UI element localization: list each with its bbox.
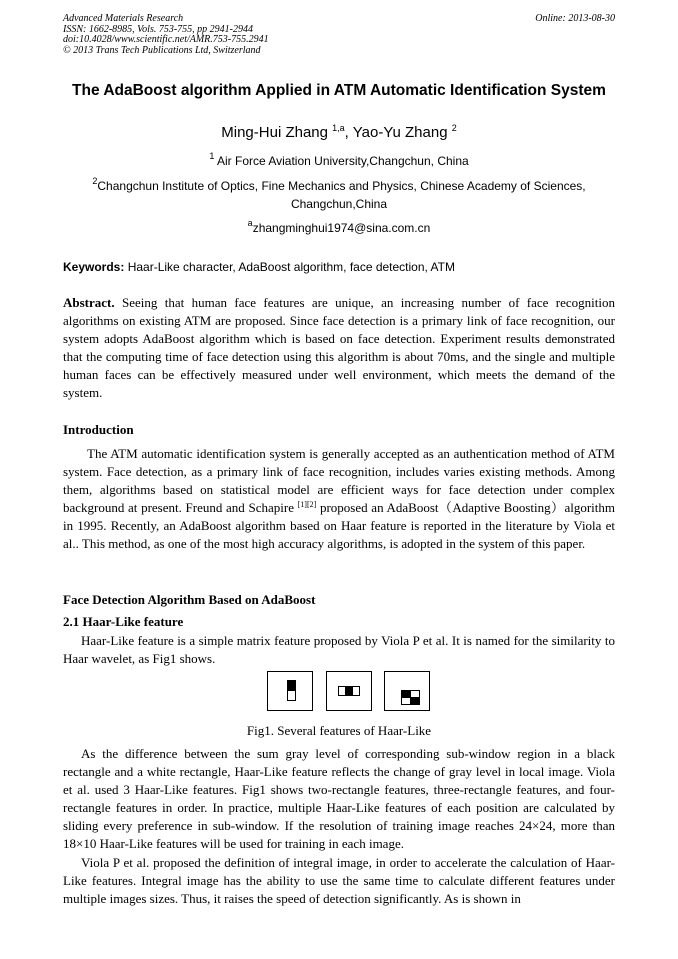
paper-title: The AdaBoost algorithm Applied in ATM Automatic Identification System	[72, 82, 606, 99]
keywords	[63, 259, 615, 275]
white-rectangle	[287, 690, 296, 701]
copyright-line: © 2013 Trans Tech Publications Ltd, Switzerland	[63, 44, 261, 56]
black-rectangle	[410, 697, 420, 705]
email-address: zhangminghui1974@sina.com.cn	[252, 221, 431, 235]
abstract-text: Seeing that human face features are unique, an increasing number of face recognition algorithms on existing ATM are proposed. Since face detection is a primary link of face recognition, our system adopts AdaBoost algorithm which is based on face detection. Experiment results demonstrated that the computing time of face detection using this algorithm is about 70ms, and the single and multiple human faces can be effectively measured under well environment, which meets the demand of the system.	[63, 295, 615, 401]
intro-text-1: The ATM automatic identification system is generally accepted as an authentication method of ATM system. Face detection, as a primary link of face recognition, includes varies existing methods. Among them, algorithms based on statistical model are efficient ways for face detection under complex background at present. Freund and Schapire	[63, 446, 615, 516]
affiliation-2-line-1: Changchun Institute of Optics, Fine Mechanics and Physics, Chinese Academy of Sciences,	[97, 179, 586, 193]
online-date: Online: 2013-08-30	[535, 13, 615, 24]
author-email	[63, 220, 615, 236]
haar-features-figure	[0, 671, 678, 711]
citation-ref: [1][2]	[297, 500, 317, 510]
affiliation-2-mark: 2	[92, 176, 98, 186]
journal-header	[63, 14, 615, 56]
introduction-paragraph	[63, 445, 615, 554]
issn-line: ISSN: 1662-8985, Vols. 753-755, pp 2941-2944	[63, 23, 253, 35]
four-rectangle-feature	[384, 671, 430, 711]
haar-paragraph-3: Viola P et al. proposed the definition of integral image, in order to accelerate the calculation of Haar-Like features. Integral image has the ability to use the same time to calculate different features under multiple images sizes. Thus, it raises the speed of detection significantly. As is shown in	[63, 855, 615, 907]
white-rectangle	[352, 686, 360, 696]
intro-text-2: proposed an AdaBoost（Adaptive Boosting）algorithm in 1995. Recently, an AdaBoost algorithm based on Haar feature is reported in the literature by Viola et al.. This method, as one of the most high accuracy algorithms, is adopted in the system of this paper.	[63, 500, 616, 552]
affiliation-1-text: Air Force Aviation University,Changchun, China	[217, 154, 469, 168]
affiliation-1-mark: 1	[209, 151, 215, 161]
haar-paragraph-2: As the difference between the sum gray level of corresponding sub-window region in a black rectangle and a white rectangle, Haar-Like feature reflects the change of gray level in local image. Viola et al. used 3 Haar-Like features. Fig1 shows two-rectangle features, three-rectangle features, and four-rectangle features in order. In practice, multiple Haar-Like features of each position are calculated by sliding every preference in sub-window. If the resolution of training image reaches 24×24, more than 18×10 Haar-Like features will be used for training in each image.	[63, 746, 615, 852]
two-rectangle-feature	[267, 671, 313, 711]
author-1-affiliation-mark: 1,a	[332, 123, 345, 133]
abstract-label: Abstract.	[63, 295, 115, 310]
keywords-label: Keywords:	[63, 260, 125, 274]
section-heading-introduction: Introduction	[63, 422, 134, 437]
subsection-heading-haar-like: 2.1 Haar-Like feature	[63, 614, 184, 629]
figure-caption: Fig1. Several features of Haar-Like	[246, 723, 432, 738]
journal-name: Advanced Materials Research	[63, 13, 184, 24]
author-1: Ming-Hui Zhang	[221, 124, 328, 141]
affiliation-2-line-2: Changchun,China	[290, 197, 388, 211]
section-heading-face-detection: Face Detection Algorithm Based on AdaBoost	[63, 592, 316, 607]
doi-line: doi:10.4028/www.scientific.net/AMR.753-755.2941	[63, 34, 269, 45]
haar-paragraph-1: Haar-Like feature is a simple matrix feature proposed by Viola P et al. It is named for the similarity to Haar wavelet, as Fig1 shows.	[63, 633, 615, 667]
author-2: Yao-Yu Zhang	[352, 124, 448, 141]
keywords-text: Haar-Like character, AdaBoost algorithm, face detection, ATM	[127, 260, 455, 274]
abstract	[63, 294, 615, 403]
affiliation-2	[63, 177, 615, 213]
affiliation-1	[63, 152, 615, 170]
three-rectangle-feature	[326, 671, 372, 711]
author-list	[63, 124, 615, 142]
email-mark: a	[247, 218, 253, 228]
author-separator: ,	[344, 124, 353, 141]
author-2-affiliation-mark: 2	[451, 123, 457, 133]
